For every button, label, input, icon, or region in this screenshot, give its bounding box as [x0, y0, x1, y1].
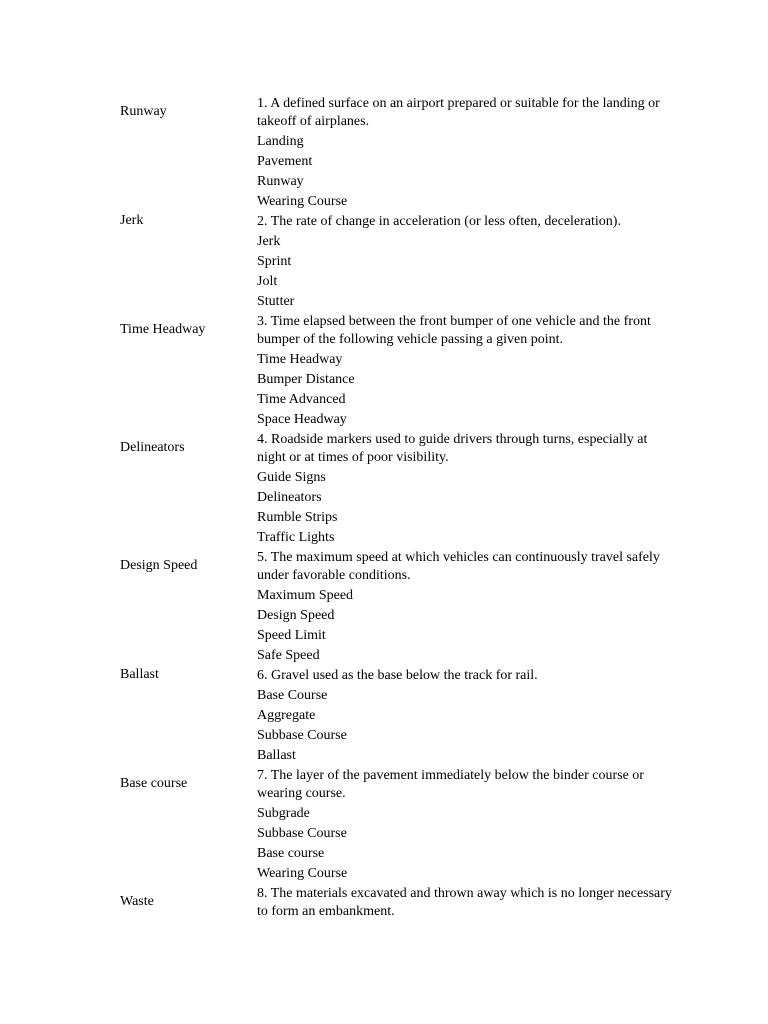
choice-option: Guide Signs	[257, 470, 326, 485]
question-text: 4. Roadside markers used to guide drivers through turns, especially at night or at times of poor visibility.	[257, 432, 648, 465]
question-body	[257, 666, 677, 766]
question-text: 5. The maximum speed at which vehicles can continuously travel safely under favorable conditions.	[257, 550, 660, 583]
choice-option: Wearing Course	[257, 866, 348, 881]
question-item-2	[0, 212, 768, 312]
choice-option: Base course	[257, 846, 325, 861]
choice-option: Subgrade	[257, 806, 310, 821]
choice-option: Delineators	[257, 490, 322, 505]
choice-option: Pavement	[257, 154, 313, 169]
question-text: 3. Time elapsed between the front bumper of one vehicle and the front bumper of the following vehicle passing a given point.	[257, 314, 651, 347]
choice-option: Jolt	[257, 274, 278, 289]
answer-label: Jerk	[120, 213, 144, 228]
choice-option: Wearing Course	[257, 194, 348, 209]
choice-option: Speed Limit	[257, 628, 326, 643]
choice-option: Space Headway	[257, 412, 347, 427]
question-body	[257, 884, 677, 922]
answer-label: Design Speed	[120, 558, 198, 573]
question-text: 8. The materials excavated and thrown away which is no longer necessary to form an embankment.	[257, 886, 672, 919]
question-item-7	[0, 766, 768, 884]
question-body	[257, 212, 677, 312]
choice-option: Sprint	[257, 254, 292, 269]
choice-option: Landing	[257, 134, 304, 149]
question-body	[257, 312, 677, 430]
question-item-4	[0, 430, 768, 548]
answer-label: Delineators	[120, 440, 185, 455]
choice-option: Time Headway	[257, 352, 343, 367]
choice-option: Ballast	[257, 748, 296, 763]
question-body	[257, 766, 677, 884]
choice-option: Time Advanced	[257, 392, 346, 407]
choice-option: Bumper Distance	[257, 372, 355, 387]
choice-option: Jerk	[257, 234, 281, 249]
choice-option: Traffic Lights	[257, 530, 335, 545]
question-item-5	[0, 548, 768, 666]
answer-label: Ballast	[120, 667, 159, 682]
question-text: 1. A defined surface on an airport prepared or suitable for the landing or takeoff of airplanes.	[257, 96, 660, 129]
choice-option: Stutter	[257, 294, 295, 309]
question-text: 2. The rate of change in acceleration (or less often, deceleration).	[257, 214, 621, 229]
answer-label: Runway	[120, 104, 167, 119]
answer-label: Base course	[120, 776, 188, 791]
choice-option: Subbase Course	[257, 826, 347, 841]
answer-label: Time Headway	[120, 322, 206, 337]
choice-option: Aggregate	[257, 708, 316, 723]
choice-option: Maximum Speed	[257, 588, 354, 603]
question-item-1	[0, 94, 768, 212]
question-text: 7. The layer of the pavement immediately below the binder course or wearing course.	[257, 768, 644, 801]
answer-label: Waste	[120, 894, 154, 909]
choice-option: Rumble Strips	[257, 510, 338, 525]
question-item-3	[0, 312, 768, 430]
choice-option: Runway	[257, 174, 304, 189]
question-body	[257, 430, 677, 548]
choice-option: Subbase Course	[257, 728, 347, 743]
choice-option: Base Course	[257, 688, 328, 703]
question-list	[0, 94, 768, 922]
choice-option: Design Speed	[257, 608, 335, 623]
question-body	[257, 94, 677, 212]
question-item-6	[0, 666, 768, 766]
question-text: 6. Gravel used as the base below the track for rail.	[257, 668, 538, 683]
question-body	[257, 548, 677, 666]
choice-option: Safe Speed	[257, 648, 320, 663]
question-item-8	[0, 884, 768, 922]
